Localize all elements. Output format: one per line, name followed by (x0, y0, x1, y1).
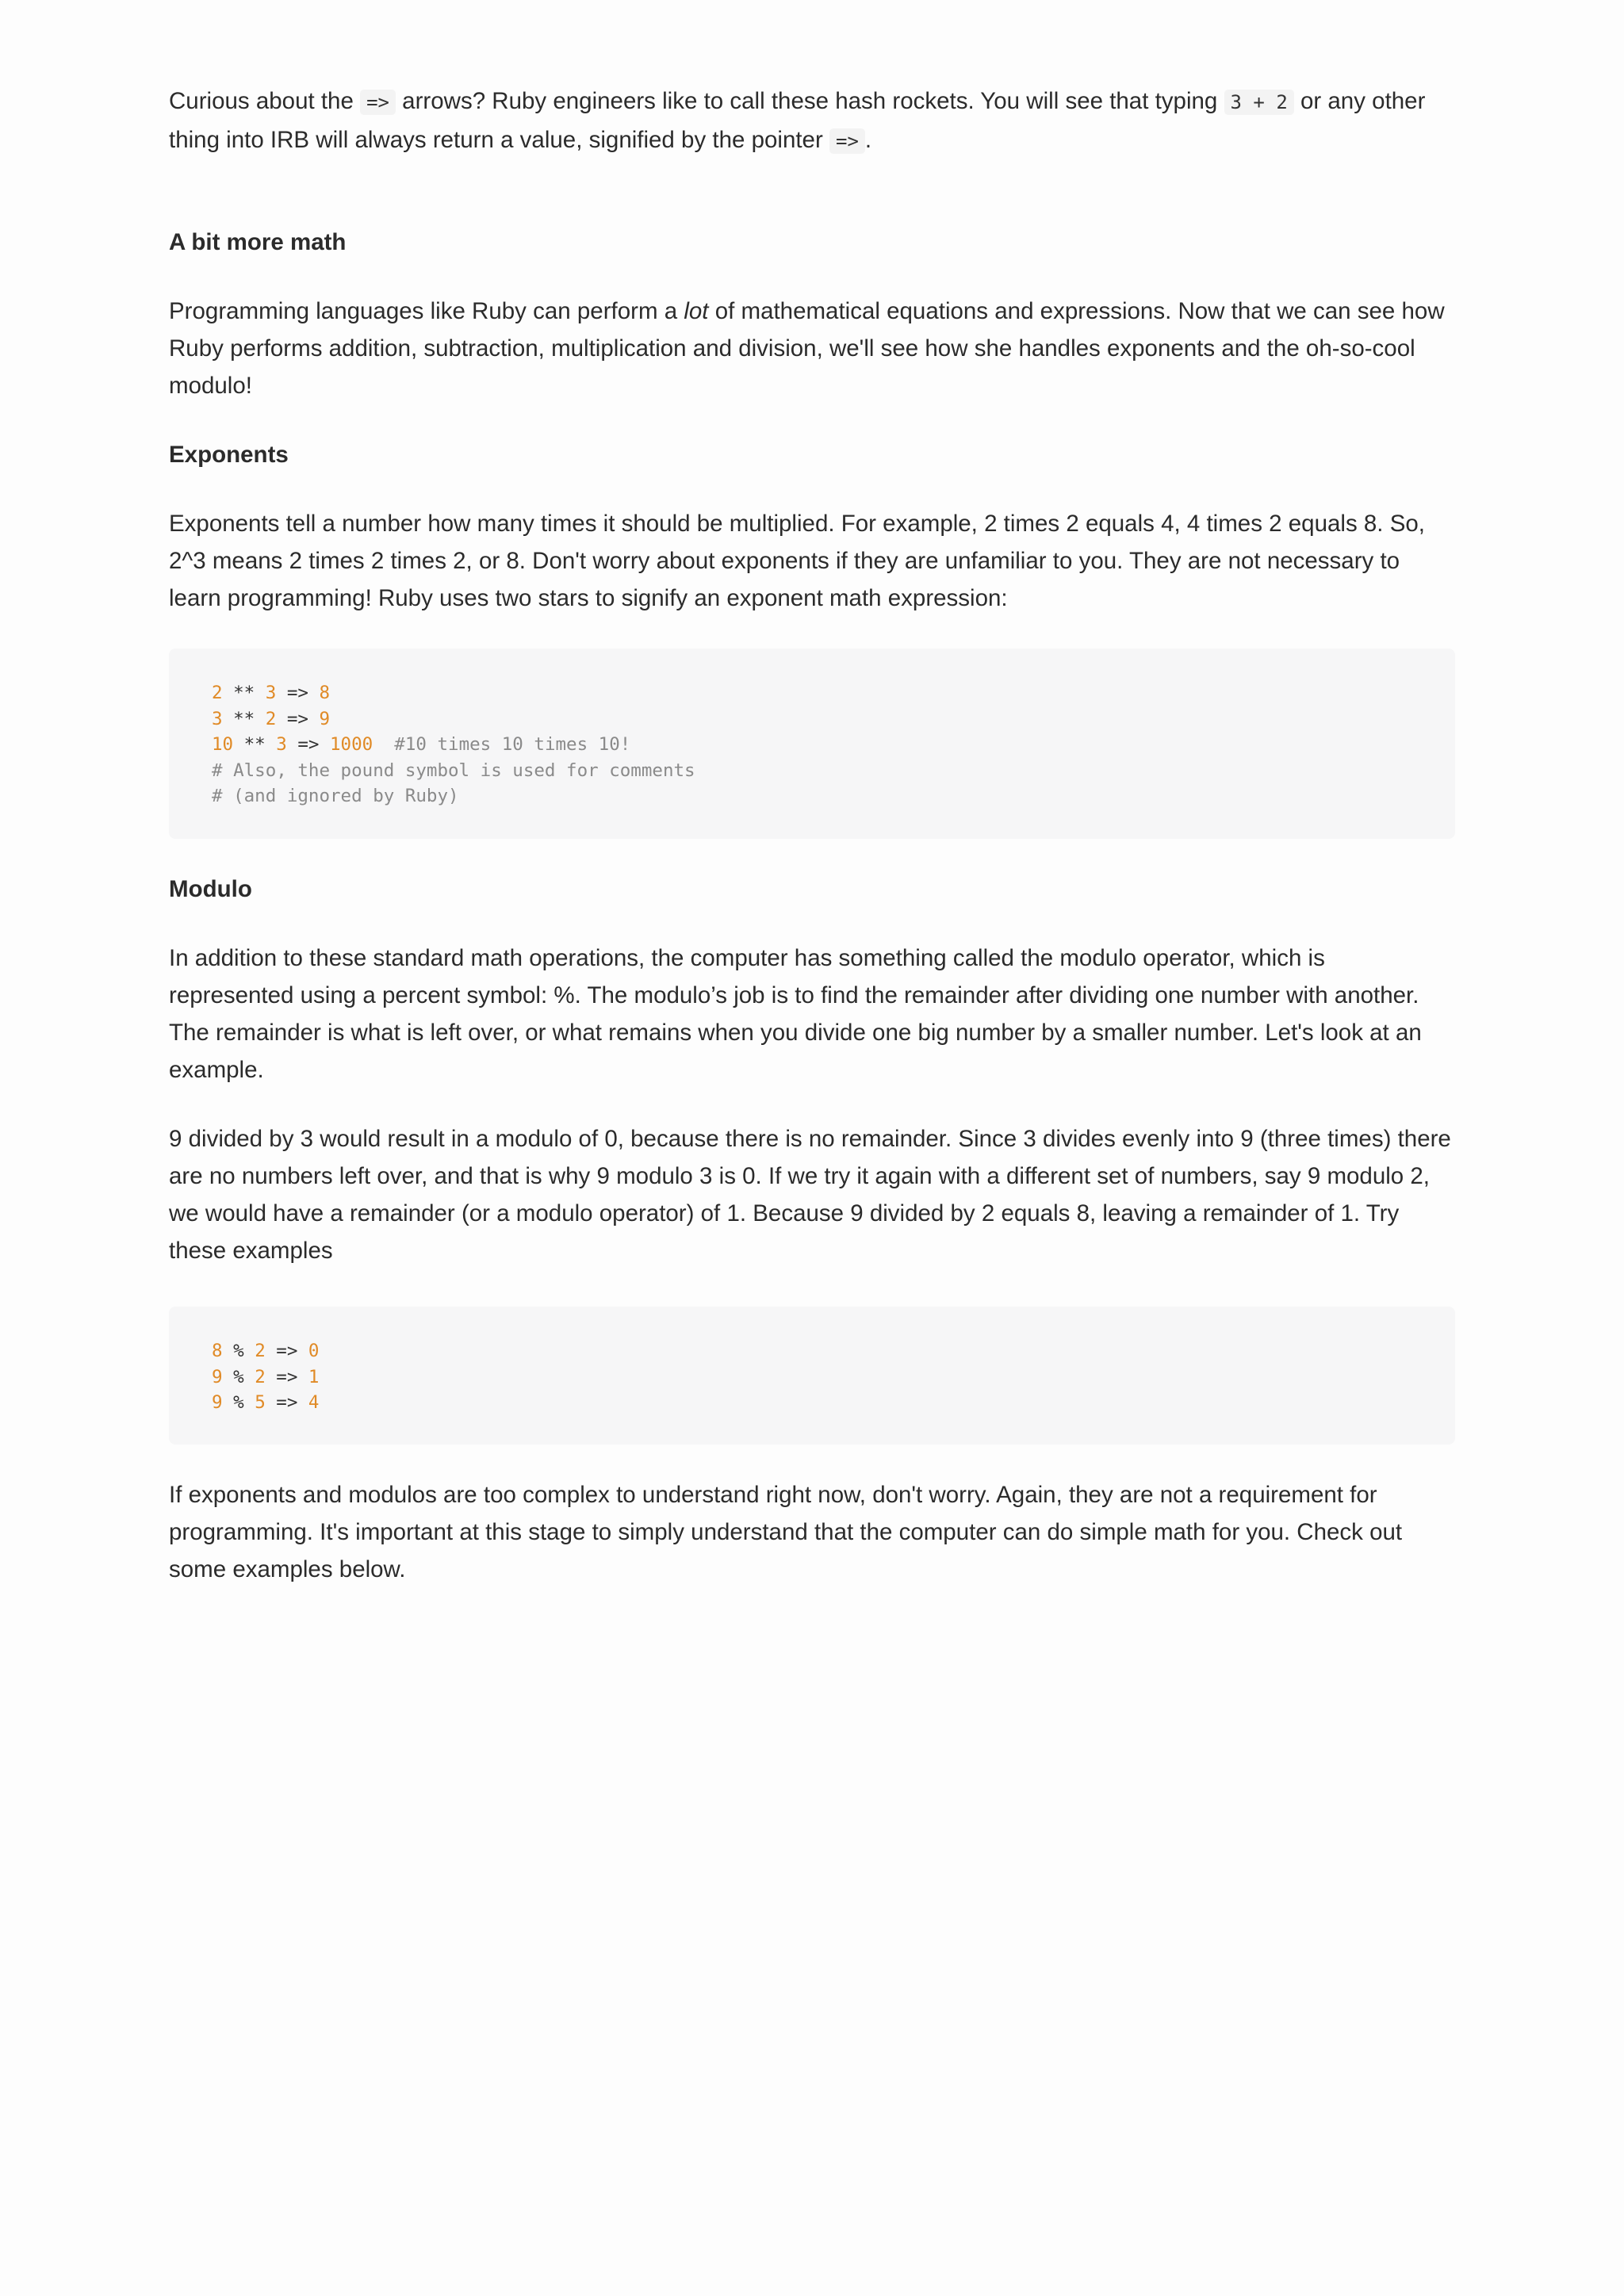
heading-modulo: Modulo (169, 876, 252, 902)
intro-text-1: Curious about the (169, 88, 361, 114)
heading-exponents: Exponents (169, 442, 289, 468)
exponents-code-block (169, 649, 1455, 839)
code-line: 9 % 5 => 4 (212, 1392, 320, 1413)
code-comment-line: # Also, the pound symbol is used for comments (212, 760, 695, 781)
math-text-1: Programming languages like Ruby can perform a (169, 298, 684, 324)
code-line: 2 ** 3 => 8 (212, 683, 331, 703)
intro-text-2: arrows? Ruby engineers like to call these hash rockets. You will see that typing (395, 88, 1224, 114)
modulo-code-block (169, 1307, 1455, 1445)
math-text-2: of mathematical equations and expressions. Now that we can see how Ruby performs addition, subtraction, multiplication and division, we'll see how she handles exponents and the oh-so-cool modulo! (169, 298, 1445, 399)
inline-code-hash-rocket: => (360, 90, 396, 115)
code-line: 10 ** 3 => 1000 #10 times 10 times 10! (212, 734, 631, 755)
math-emphasis: lot (684, 298, 709, 324)
code-line: 8 % 2 => 0 (212, 1341, 320, 1361)
article-content (169, 82, 1455, 1620)
code-comment-line: # (and ignored by Ruby) (212, 786, 459, 806)
math-paragraph (169, 293, 1455, 404)
exponents-paragraph: Exponents tell a number how many times it should be multiplied. For example, 2 times 2 equals 4, 4 times 2 equals 8. So, 2^3 means 2 times 2 times 2, or 8. Don't worry about exponents if they are unfamiliar to you. They are not necessary to learn programming! Ruby uses two stars to signify an exponent math expression: (169, 511, 1425, 611)
closing-paragraph: If exponents and modulos are too complex to understand right now, don't worry. Again, they are not a requirement for programming. It's important at this stage to simply understand that the computer can do simple math for you. Check out some examples below. (169, 1482, 1403, 1582)
modulo-paragraph-1: In addition to these standard math operations, the computer has something called the modulo operator, which is represented using a percent symbol: %. The modulo’s job is to find the remainder after dividing one number with another. The remainder is what is left over, or what remains when you divide one big number by a smaller number. Let's look at an example. (169, 945, 1422, 1083)
intro-paragraph (169, 82, 1455, 160)
inline-code-pointer: => (829, 128, 865, 154)
intro-text-4: . (864, 127, 872, 153)
modulo-paragraph-2: 9 divided by 3 would result in a modulo of 0, because there is no remainder. Since 3 divides evenly into 9 (three times) there are no numbers left over, and that is why 9 modulo 3 is 0. If we try it again with a different set of numbers, say 9 modulo 2, we would have a remainder (or a modulo operator) of 1. Because 9 divided by 2 equals 8, leaving a remainder of 1. Try these examples (169, 1126, 1451, 1264)
code-line: 9 % 2 => 1 (212, 1366, 320, 1387)
intro-text-3: or any other thing into IRB will always return a value, signified by the pointer (169, 88, 1426, 153)
code-line: 3 ** 2 => 9 (212, 708, 331, 729)
inline-code-addition: 3 + 2 (1224, 90, 1294, 115)
heading-a-bit-more-math: A bit more math (169, 229, 347, 255)
